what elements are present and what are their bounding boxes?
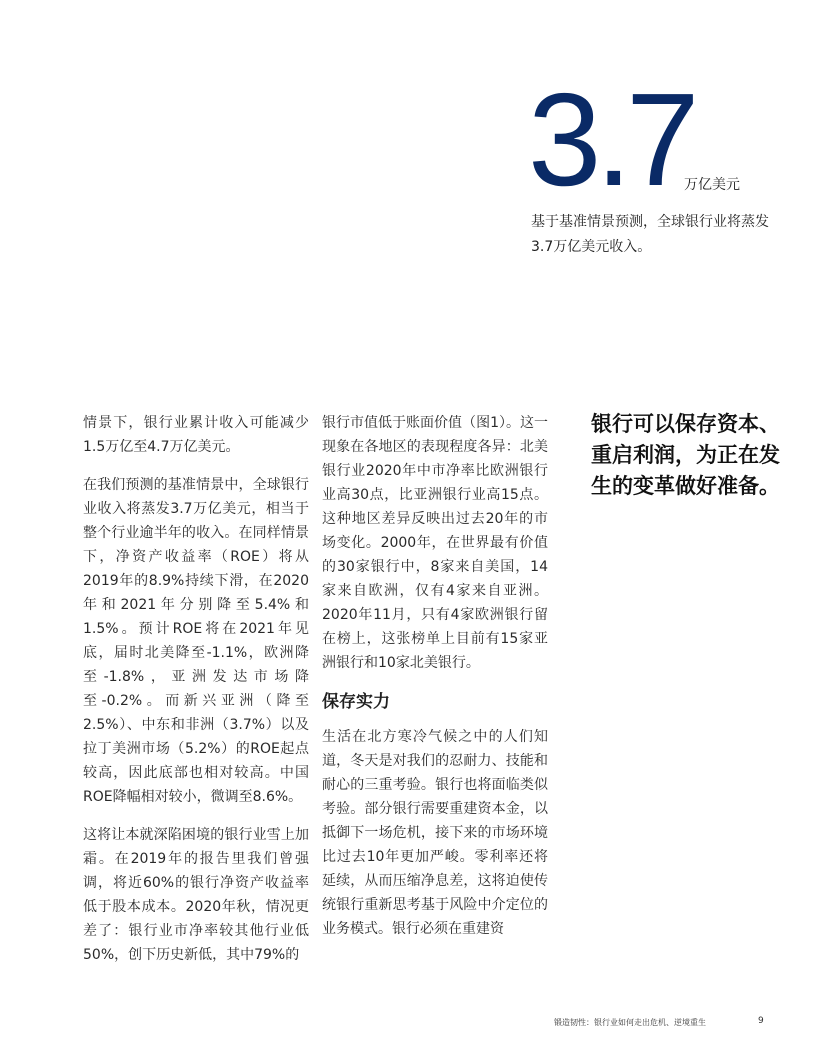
page-number: 9 — [758, 1016, 764, 1026]
paragraph: 这将让本就深陷困境的银行业雪上加霜。在2019年的报告里我们曾强调，将近60%的银行净资产收益率低于股本成本。2020年秋，情况更差了：银行业市净率较其他行业低50%，创下历史新低，其中79%的 — [83, 827, 309, 963]
paragraph: 在我们预测的基准情景中，全球银行业收入将蒸发3.7万亿美元，相当于整个行业逾半年的收入。在同样情景下，净资产收益率（ROE）将从2019年的8.9%持续下滑，在2020年和2021年分别降至5.4%和1.5%。预计ROE将在2021年见底，届时北美降至-1.1%，欧洲降至-1.8%，亚洲发达市场降至-0.2%。而新兴亚洲（降至2.5%）、中东和非洲（3.7%）以及拉丁美洲市场（5.2%）的ROE起点较高，因此底部也相对较高。中国ROE降幅相对较小，微调至8.6%。 — [83, 477, 309, 805]
paragraph: 银行市值低于账面价值（图1）。这一现象在各地区的表现程度各异：北美银行业2020年中市净率比欧洲银行业高30点，比亚洲银行业高15点。这种地区差异反映出过去20年的市场变化。2000年，在世界最有价值的30家银行中，8家来自美国，14家来自欧洲，仅有4家来自亚洲。2020年11月，只有4家欧洲银行留在榜上，这张榜单上目前有15家亚洲银行和10家北美银行。 — [322, 415, 548, 671]
paragraph: 生活在北方寒冷气候之中的人们知道，冬天是对我们的忍耐力、技能和耐心的三重考验。银行也将面临类似考验。部分银行需要重建资本金，以抵御下一场危机，接下来的市场环境比过去10年更加严峻。零利率还将延续，从而压缩净息差，这将迫使传统银行重新思考基于风险中介定位的业务模式。银行必须在重建资 — [322, 729, 548, 937]
paragraph: 情景下，银行业累计收入可能减少1.5万亿至4.7万亿美元。 — [83, 415, 309, 455]
section-heading: 保存实力 — [322, 692, 390, 712]
highlight-unit: 万亿美元 — [684, 177, 740, 193]
highlight-description: 基于基准情景预测，全球银行业将蒸发3.7万亿美元收入。 — [531, 214, 769, 255]
body-column-left — [83, 411, 309, 981]
body-column-middle — [322, 411, 548, 955]
footer-title: 锻造韧性：银行业如何走出危机、逆境重生 — [554, 1018, 706, 1027]
highlight-number: 3.7 — [528, 66, 694, 213]
pull-quote: 银行可以保存资本、重启利润，为正在发生的变革做好准备。 — [591, 412, 780, 498]
